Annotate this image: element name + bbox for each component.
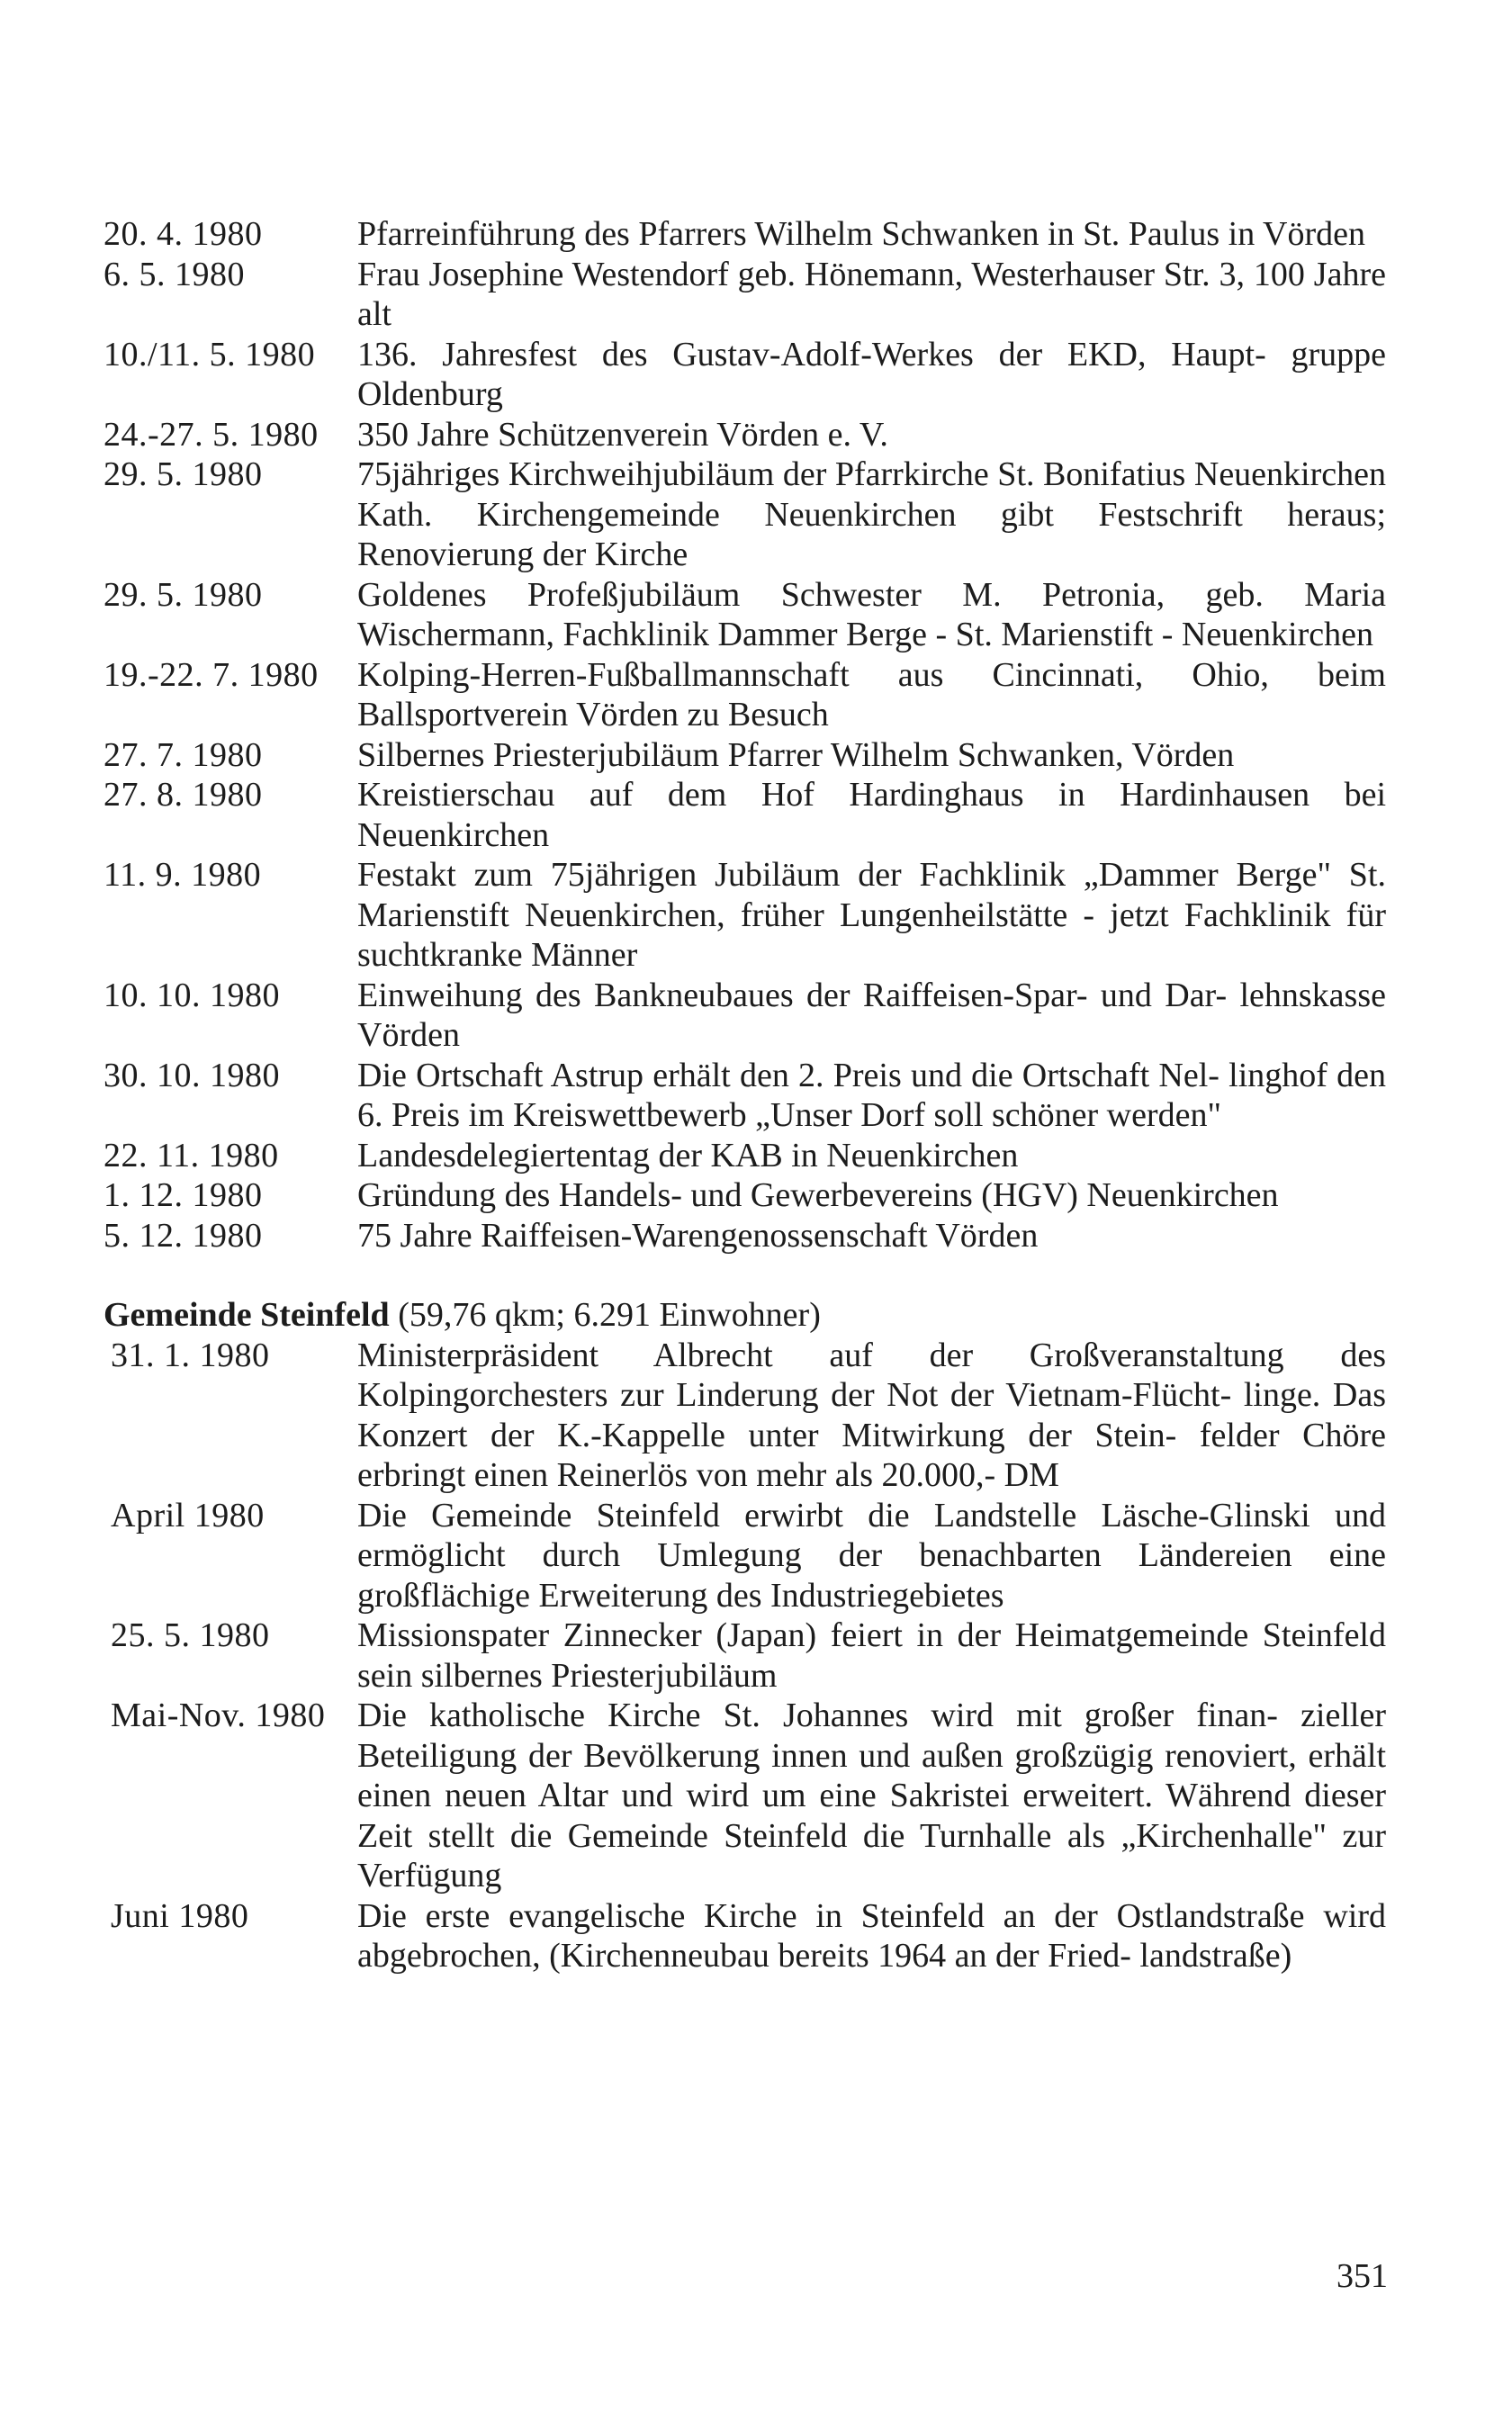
chronicle-entry (104, 775, 1386, 855)
entry-date: 5. 12. 1980 (104, 1216, 263, 1255)
entry-text: Die erste evangelische Kirche in Steinfeld an der Ostlandstraße wird abgebrochen, (Kirchenneubau bereits 1964 an der Fried- landstraße) (357, 1896, 1386, 1975)
chronicle-entry (104, 1216, 1386, 1256)
chronicle-entry (104, 575, 1386, 655)
chronicle-entry (104, 255, 1386, 335)
entry-date: 19.-22. 7. 1980 (104, 655, 319, 694)
entry-date: April 1980 (111, 1496, 265, 1534)
entry-text: Goldenes Profeßjubiläum Schwester M. Petronia, geb. Maria Wischermann, Fachklinik Dammer Berge - St. Marienstift - Neuenkirchen (357, 575, 1386, 653)
entry-text: Einweihung des Bankneubaues der Raiffeisen-Spar- und Dar- lehnskasse Vörden (357, 976, 1386, 1054)
chronicle-entry (104, 655, 1386, 735)
entry-date: 30. 10. 1980 (104, 1056, 280, 1094)
entry-date: 22. 11. 1980 (104, 1136, 279, 1174)
entry-text: Ministerpräsident Albrecht auf der Großveranstaltung des Kolpingorchesters zur Linderung der Not der Vietnam-Flücht- linge. Das Konzert der K.-Kappelle unter Mitwirkung der Stein- felder Chöre erbringt einen Reinerlös von mehr als 20.000,- DM (357, 1336, 1386, 1494)
entry-text: Missionspater Zinnecker (Japan) feiert in der Heimatgemeinde Steinfeld sein silbernes Priesterjubiläum (357, 1616, 1386, 1695)
entry-text: 75 Jahre Raiffeisen-Warengenossenschaft Vörden (357, 1216, 1039, 1255)
entry-text: Kreistierschau auf dem Hof Hardinghaus in Hardinhausen bei Neuenkirchen (357, 776, 1386, 854)
entry-date: 29. 5. 1980 (104, 455, 263, 493)
entry-text: 350 Jahre Schützenverein Vörden e. V. (357, 415, 888, 454)
chronicle-entry (104, 1336, 1386, 1496)
chronicle-entry (104, 1175, 1386, 1216)
entry-text: Landesdelegiertentag der KAB in Neuenkirchen (357, 1136, 1019, 1174)
entry-text: Frau Josephine Westendorf geb. Hönemann, Westerhauser Str. 3, 100 Jahre alt (357, 255, 1386, 333)
page-number: 351 (1336, 2257, 1388, 2295)
chronicle-entry (104, 454, 1386, 575)
entry-text: Die Ortschaft Astrup erhält den 2. Preis und die Ortschaft Nel- linghof den 6. Preis im Kreiswettbewerb „Unser Dorf soll schöner werden" (357, 1056, 1386, 1134)
entry-text: Silbernes Priesterjubiläum Pfarrer Wilhelm Schwanken, Vörden (357, 735, 1235, 774)
chronicle-entry (104, 1896, 1386, 1976)
chronicle-entry (104, 214, 1386, 255)
entry-date: 27. 7. 1980 (104, 735, 263, 774)
entry-date: Mai-Nov. 1980 (111, 1696, 326, 1734)
chronicle-entry (104, 735, 1386, 776)
entry-text: Kolping-Herren-Fußballmannschaft aus Cincinnati, Ohio, beim Ballsportverein Vörden zu Besuch (357, 655, 1386, 734)
entry-text: Die Gemeinde Steinfeld erwirbt die Landstelle Läsche-Glinski und ermöglicht durch Umlegung der benachbarten Ländereien eine großflächige Erweiterung des Industriegebietes (357, 1496, 1386, 1615)
entry-date: 20. 4. 1980 (104, 215, 263, 253)
chronicle-entry (104, 976, 1386, 1056)
entry-text: Die katholische Kirche St. Johannes wird mit großer finan- zieller Beteiligung der Bevölkerung innen und außen großzügig renoviert, erhält einen neuen Altar und wird um eine Sakristei erweitert. Während dieser Zeit stellt die Gemeinde Steinfeld die Turnhalle als „Kirchenhalle" zur Verfügung (357, 1696, 1386, 1894)
chronicle-entry (104, 415, 1386, 455)
entry-date: 24.-27. 5. 1980 (104, 415, 319, 454)
entry-date: 11. 9. 1980 (104, 856, 262, 894)
chronicle-entry (104, 335, 1386, 415)
entry-date: 31. 1. 1980 (111, 1336, 270, 1374)
entry-date: 29. 5. 1980 (104, 575, 263, 614)
entry-date: 27. 8. 1980 (104, 776, 263, 814)
chronicle-list-steinfeld (104, 1336, 1386, 1976)
section-title: Gemeinde Steinfeld (104, 1296, 390, 1334)
chronicle-entry (104, 1496, 1386, 1616)
entry-text: Festakt zum 75jährigen Jubiläum der Fachklinik „Dammer Berge" St. Marienstift Neuenkirchen, früher Lungenheilstätte - jetzt Fachklinik für suchtkranke Männer (357, 856, 1386, 974)
entry-text: Gründung des Handels- und Gewerbevereins (HGV) Neuenkirchen (357, 1176, 1279, 1214)
entry-text: 136. Jahresfest des Gustav-Adolf-Werkes der EKD, Haupt- gruppe Oldenburg (357, 335, 1386, 413)
chronicle-entry (104, 855, 1386, 976)
chronicle-entry (104, 1696, 1386, 1896)
entry-date: 1. 12. 1980 (104, 1176, 263, 1214)
entry-date: Juni 1980 (111, 1896, 249, 1935)
chronicle-entry (104, 1136, 1386, 1176)
entry-date: 10./11. 5. 1980 (104, 335, 316, 374)
entry-date: 10. 10. 1980 (104, 976, 280, 1014)
chronicle-entry (104, 1056, 1386, 1136)
chronicle-content (104, 214, 1386, 1976)
entry-date: 6. 5. 1980 (104, 255, 245, 293)
chronicle-entry (104, 1616, 1386, 1696)
entry-text: 75jähriges Kirchweihjubiläum der Pfarrkirche St. Bonifatius Neuenkirchen Kath. Kirchengemeinde Neuenkirchen gibt Festschrift heraus; Renovierung der Kirche (357, 455, 1386, 573)
section-details: (59,76 qkm; 6.291 Einwohner) (398, 1296, 821, 1334)
chronicle-list-voerden (104, 214, 1386, 1256)
entry-text: Pfarreinführung des Pfarrers Wilhelm Schwanken in St. Paulus in Vörden (357, 215, 1365, 253)
entry-date: 25. 5. 1980 (111, 1616, 270, 1654)
section-heading (104, 1295, 1386, 1336)
